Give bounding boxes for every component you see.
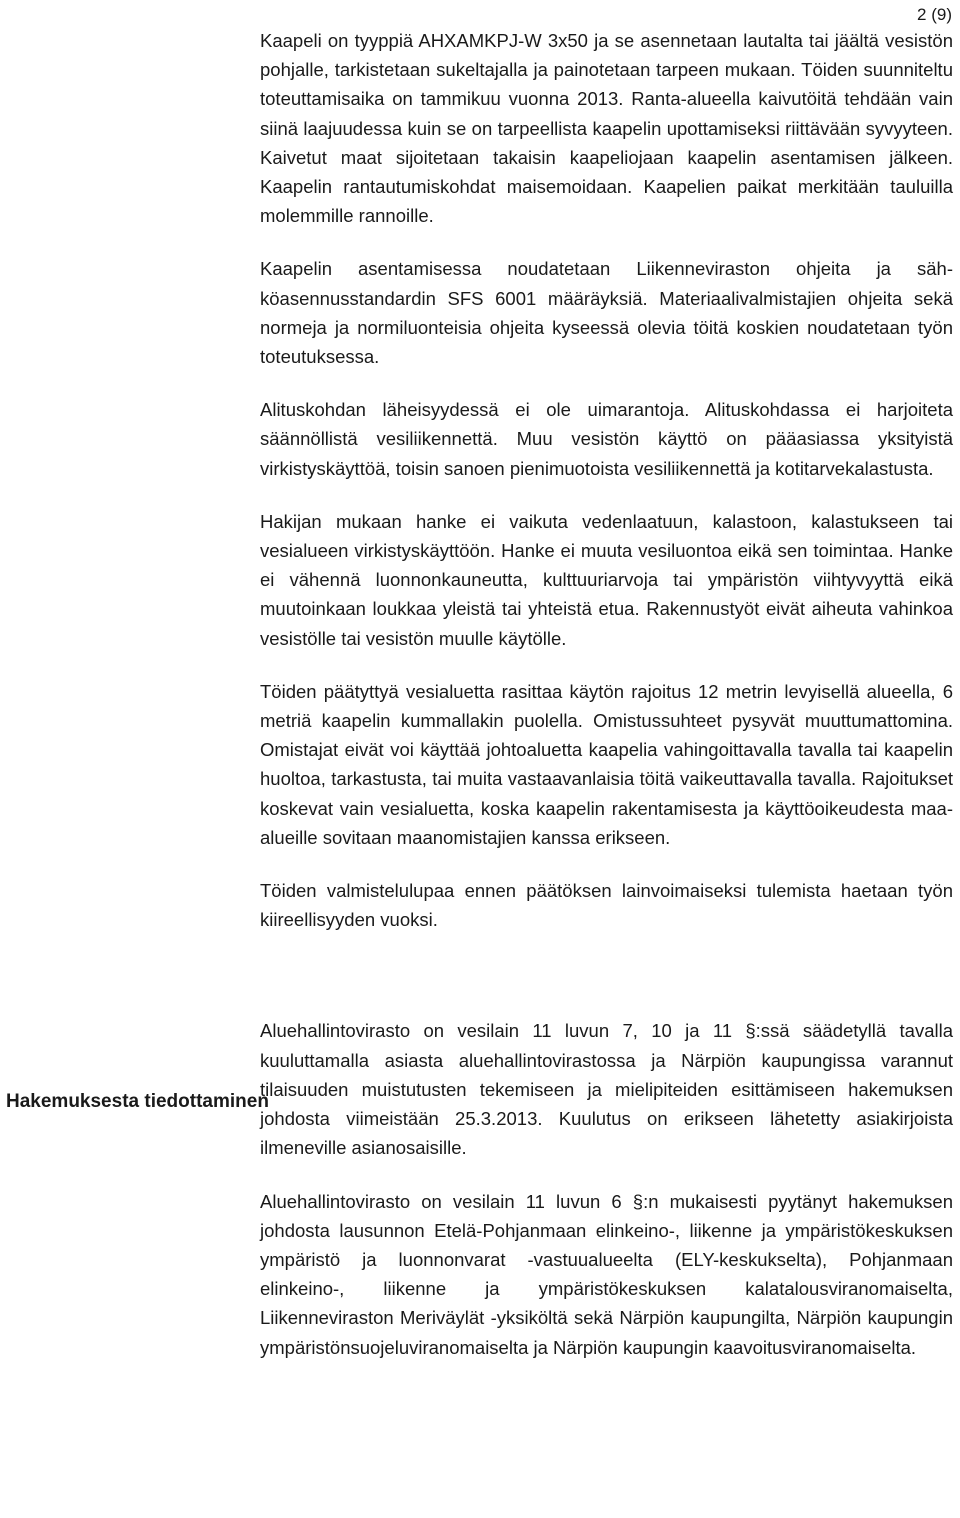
paragraph: Hakijan mukaan hanke ei vaikuta vedenlaatuun, kalastoon, kalastukseen tai vesialueen virkistyskäyttöön. Hanke ei muuta vesiluontoa eikä sen toimintaa. Hanke ei vähennä luonnonkauneutta, kulttuuriarvoja tai ympäristön viihtyvyyttä eikä muutoinkaan loukkaa yleistä tai yhteistä etua. Rakennustyöt eivät aiheuta vahinkoa vesistölle tai vesistön muulle käytölle. xyxy=(260,510,953,649)
paragraph: Aluehallintovirasto on vesilain 11 luvun 7, 10 ja 11 §:ssä säädetyllä tavalla kuuluttamalla asiasta aluehallintovirastossa ja Närpiön kaupungissa varannut tilaisuuden muistutusten tekemiseen ja mielipiteiden esittämiseen hakemuksen johdosta viimeistään 25.3.2013. Kuulutus on erikseen lähetetty asiakirjoista ilmeneville asianosaisille. xyxy=(260,1020,953,1159)
paragraph: Töiden päätyttyä vesialuetta rasittaa käytön rajoitus 12 metrin levyisellä alueella, 6 metriä kaapelin kummallakin puolella. Omistussuhteet pysyvät muuttumattomina. Omistajat eivät voi käyttää johtoaluetta kaapelia vahingoittavalla tavalla tai kaapelin huoltoa, tarkastusta, tai muita vastaavanlaisia töitä vaikeuttavalla tavalla. Rajoitukset koskevat vain vesialuetta, koska kaapelin rakentamisesta ja käyttöoikeudesta maa-alueille sovitaan maanomistajien kanssa erikseen. xyxy=(260,680,953,848)
paragraph: Kaapeli on tyyppiä AHXAMKPJ-W 3x50 ja se asennetaan lautalta tai jäältä vesistön pohjalle, tarkistetaan sukeltajalla ja painotetaan tarpeen mukaan. Töiden suunniteltu toteuttamisaika on tammikuu vuonna 2013. Ranta-alueella kaivutöitä tehdään vain siinä laajuudessa kuin se on tarpeellista kaapelin upottamiseksi riittävään syvyyteen. Kaivetut maat sijoitetaan takaisin kaapeliojaan kaapelin asentamisen jälkeen. Kaapelin rantautumiskohdat maisemoidaan. Kaapelien paikat merkitään tauluilla molemmille rannoille. xyxy=(260,30,953,227)
document-body xyxy=(260,26,953,1362)
paragraph: Alituskohdan läheisyydessä ei ole uimarantoja. Alituskohdassa ei harjoiteta säännöllistä vesiliikennettä. Muu vesistön käyttö on pääasiassa yksityistä virkistyskäyttöä, toisin sanoen pienimuotoista vesiliikennettä ja kotitarvekalastusta. xyxy=(260,399,953,479)
paragraph: Töiden valmistelulupaa ennen päätöksen lainvoimaiseksi tulemista haetaan työn kiireellisyyden vuoksi. xyxy=(260,880,953,931)
paragraph: Kaapelin asentamisessa noudatetaan Liikenneviraston ohjeita ja sähköasennusstandardin SFS 6001 määräyksiä. Materiaalivalmistajien ohjeita sekä normeja ja normiluonteisia ohjeita kyseessä olevia töitä koskien noudatetaan työn toteutuksessa. xyxy=(260,258,953,368)
page-number: 2 (9) xyxy=(917,5,952,24)
side-heading: Hakemuksesta tiedottaminen xyxy=(6,1091,269,1112)
paragraph: Aluehallintovirasto on vesilain 11 luvun 6 §:n mukaisesti pyytänyt hakemuksen johdosta lausunnon Etelä-Pohjanmaan elinkeino-, liikenne ja ympäristökeskuksen ympäristö ja luonnonvarat -vastuualueelta (ELY-keskukselta), Pohjanmaan elinkeino-, liikenne ja ympäristökeskuksen kalatalousviranomaiselta, Liikenneviraston Meriväylät -yksiköltä sekä Närpiön kaupungilta, Närpiön kaupungin ympäristönsuojeluviranomaiselta ja Närpiön kaupungin kaavoitusviranomaiselta. xyxy=(260,1190,953,1358)
